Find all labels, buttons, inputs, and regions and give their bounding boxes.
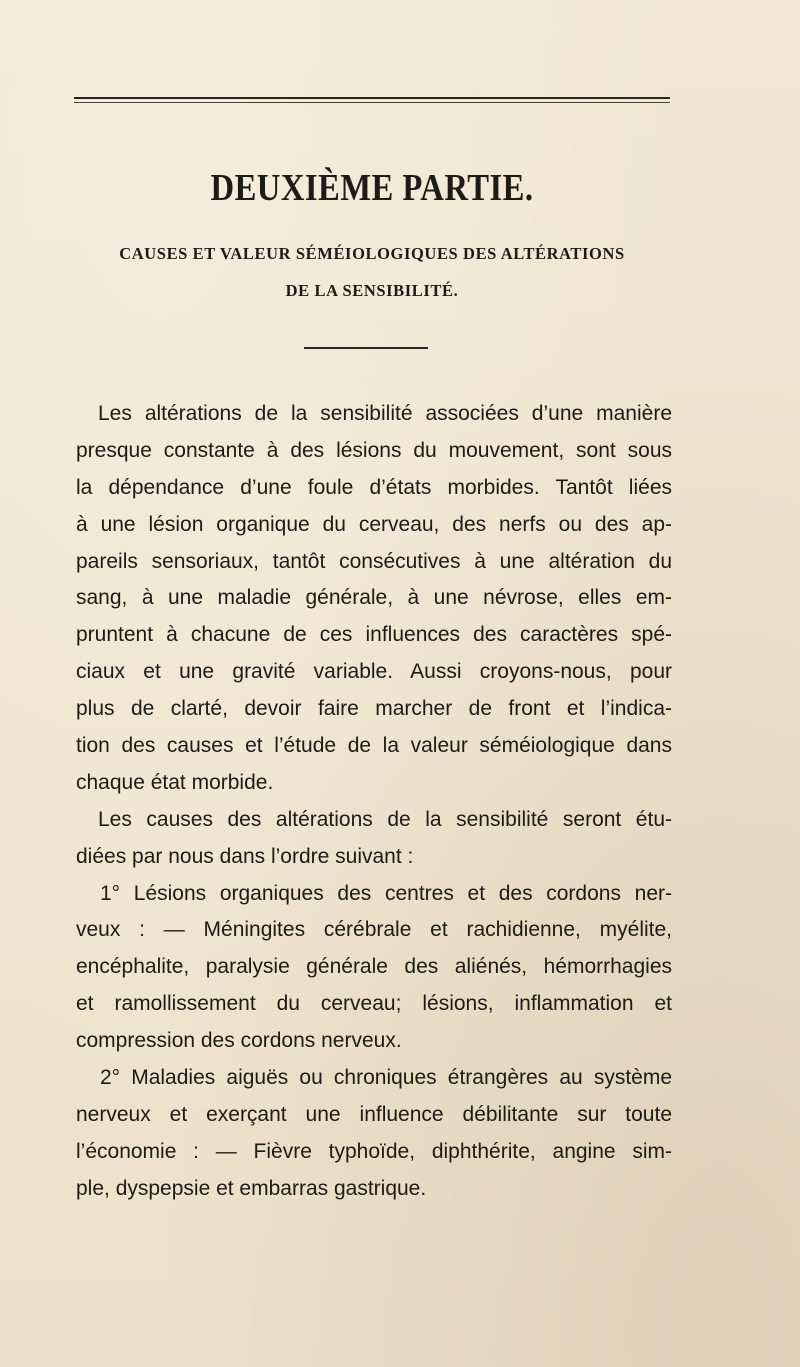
text-line: 1° Lésions organiques des centres et des cordons ner-	[100, 881, 672, 905]
text-line: compression des cordons nerveux.	[76, 1029, 402, 1053]
text-line: diées par nous dans l’ordre suivant :	[76, 844, 414, 868]
text-line: plus de clarté, devoir faire marcher de front et l’indica-	[76, 697, 672, 721]
text-line: sang, à une maladie générale, à une névrose, elles em-	[76, 586, 672, 610]
text-line: la dépendance d’une foule d’états morbides. Tantôt liées	[76, 475, 672, 499]
text-line: et ramollissement du cerveau; lésions, inflammation et	[76, 992, 672, 1016]
body-text	[76, 396, 672, 1208]
subtitle-line-1: CAUSES ET VALEUR SÉMÉIOLOGIQUES DES ALTÉRATIONS	[119, 244, 625, 263]
text-line: presque constante à des lésions du mouvement, sont sous	[76, 438, 672, 462]
text-line: tion des causes et l’étude de la valeur séméiologique dans	[76, 734, 672, 758]
text-line: nerveux et exerçant une influence débilitante sur toute	[76, 1102, 672, 1126]
text-line: Les causes des altérations de la sensibilité seront étu-	[98, 807, 672, 831]
text-line: ple, dyspepsie et embarras gastrique.	[76, 1176, 427, 1200]
subtitle-line-2: DE LA SENSIBILITÉ.	[285, 281, 459, 300]
text-line: ciaux et une gravité variable. Aussi croyons-nous, pour	[76, 660, 672, 684]
text-line: pruntent à chacune de ces influences des caractères spé-	[76, 623, 672, 647]
text-line: encéphalite, paralysie générale des aliénés, hémorrhagies	[76, 955, 672, 979]
text-line: l’économie : — Fièvre typhoïde, diphthérite, angine sim-	[76, 1139, 672, 1163]
text-line: veux : — Méningites cérébrale et rachidienne, myélite,	[76, 918, 672, 942]
part-title: DEUXIÈME PARTIE.	[210, 167, 534, 209]
text-line: pareils sensoriaux, tantôt consécutives à une altération du	[76, 549, 672, 573]
header-double-rule	[74, 97, 670, 99]
text-line: 2° Maladies aiguës ou chroniques étrangères au système	[100, 1066, 672, 1090]
text-line: Les altérations de la sensibilité associées d’une manière	[98, 402, 672, 425]
text-line: à une lésion organique du cerveau, des nerfs ou des ap-	[76, 512, 672, 536]
text-line: chaque état morbide.	[76, 770, 274, 794]
section-divider	[304, 347, 428, 349]
